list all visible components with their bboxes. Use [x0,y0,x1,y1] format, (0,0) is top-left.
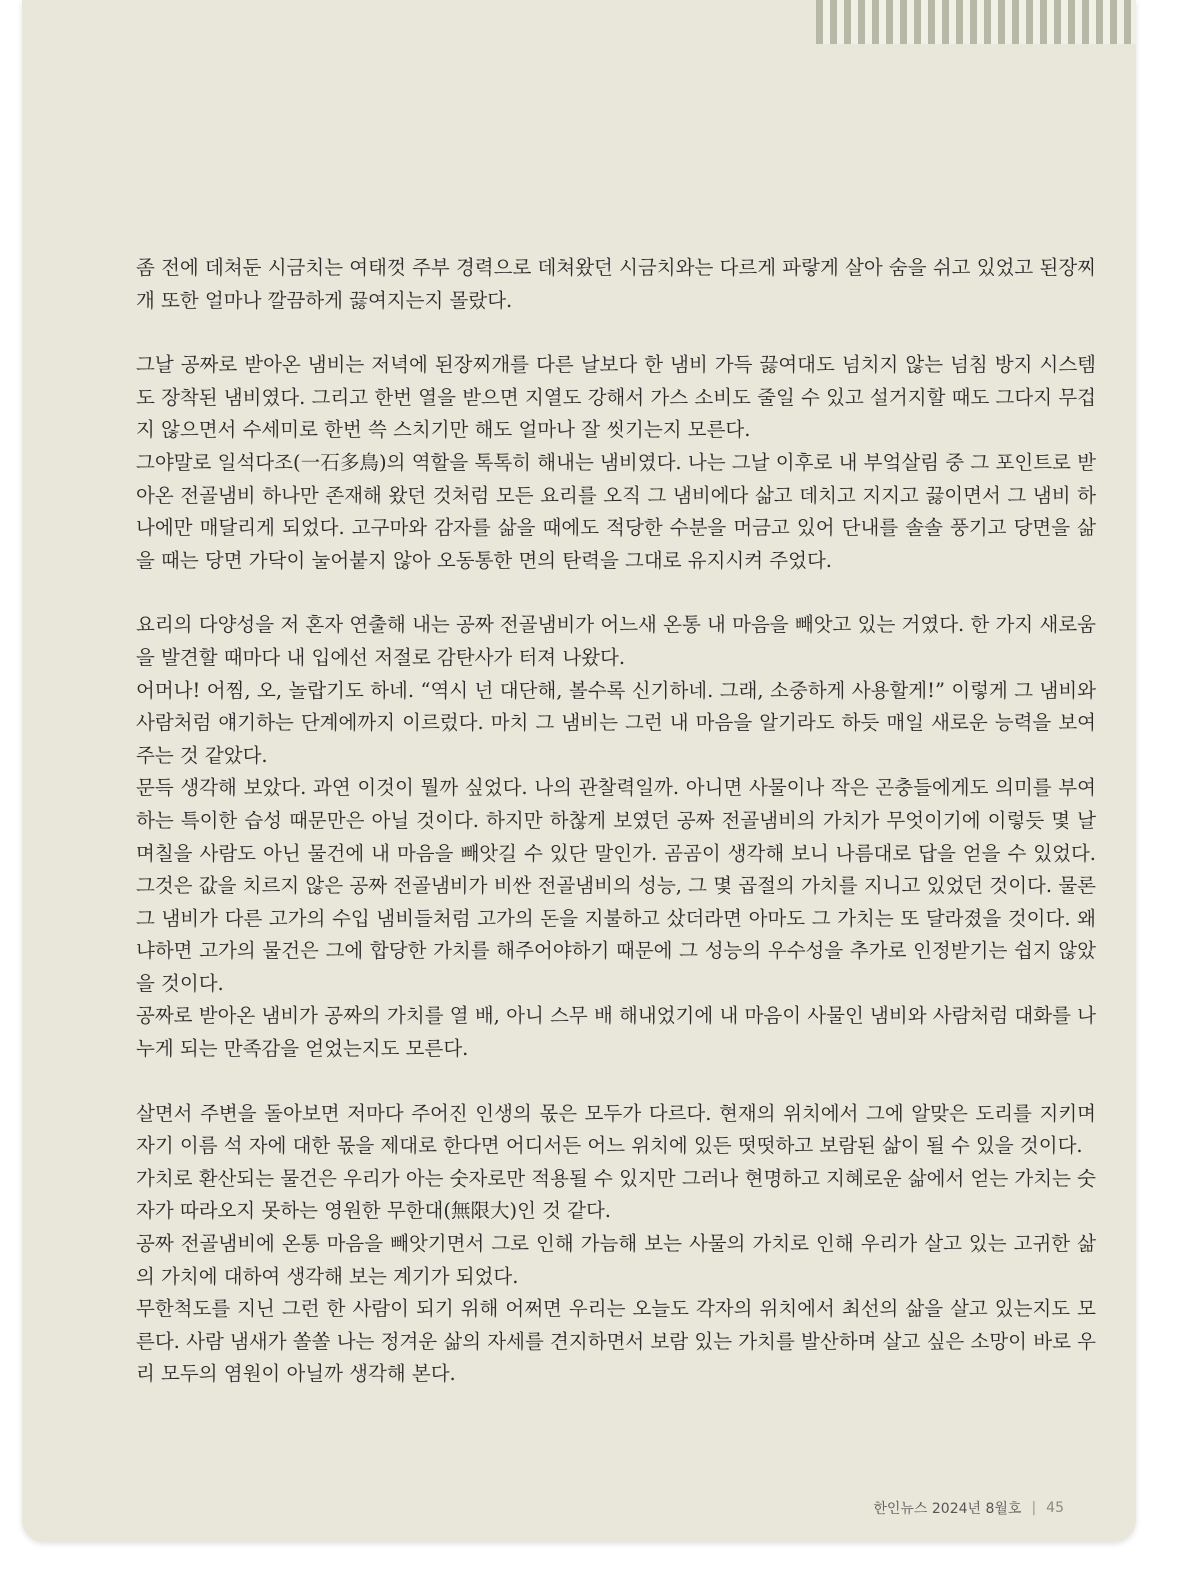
decorative-stripe-band [816,0,1136,44]
paragraph: 살면서 주변을 돌아보면 저마다 주어진 인생의 몫은 모두가 다르다. 현재의 위치에서 그에 알맞은 도리를 지키며 자기 이름 석 자에 대한 몫을 제대로 한다면 어디서든 어느 위치에 있든 떳떳하고 보람된 삶이 될 수 있을 것이다. [136,1101,1096,1158]
paragraph: 그야말로 일석다조(一石多鳥)의 역할을 톡톡히 해내는 냄비였다. 나는 그날 이후로 내 부엌살림 중 그 포인트로 받아온 전골냄비 하나만 존재해 왔던 것처럼 모든 요리를 오직 그 냄비에다 삶고 데치고 지지고 끓이면서 그 냄비 하나에만 매달리게 되었다. 고구마와 감자를 삶을 때에도 적당한 수분을 머금고 있어 단내를 솔솔 풍기고 당면을 삶을 때는 당면 가닥이 눌어붙지 않아 오동통한 면의 탄력을 그대로 유지시켜 주었다. [136,450,1096,572]
page-footer [873,1498,1064,1518]
publication-name: 한인뉴스 2024년 8월호 [873,1501,1022,1517]
paragraph: 좀 전에 데쳐둔 시금치는 여태껏 주부 경력으로 데쳐왔던 시금치와는 다르게 파랗게 살아 숨을 쉬고 있었고 된장찌개 또한 얼마나 깔끔하게 끓여지는지 몰랐다. [136,256,1096,312]
paragraph: 어머나! 어찜, 오, 놀랍기도 하네. “역시 넌 대단해, 볼수록 신기하네. 그래, 소중하게 사용할게!” 이렇게 그 냄비와 사람처럼 얘기하는 단계에까지 이르렀다. 마치 그 냄비는 그런 내 마음을 알기라도 하듯 매일 새로운 능력을 보여 주는 것 같았다. [136,678,1096,767]
paragraph: 무한척도를 지닌 그런 한 사람이 되기 위해 어쩌면 우리는 오늘도 각자의 위치에서 최선의 삶을 살고 있는지도 모른다. 사람 냄새가 쏠쏠 나는 정겨운 삶의 자세를 견지하면서 보람 있는 가치를 발산하며 살고 싶은 소망이 바로 우리 모두의 염원이 아닐까 생각해 본다. [136,1297,1096,1386]
paragraph: 공짜로 받아온 냄비가 공짜의 가치를 열 배, 아니 스무 배 해내었기에 내 마음이 사물인 냄비와 사람처럼 대화를 나누게 되는 만족감을 얻었는지도 모른다. [136,1004,1096,1061]
paragraph: 가치로 환산되는 물건은 우리가 아는 숫자로만 적용될 수 있지만 그러나 현명하고 지혜로운 삶에서 얻는 가치는 숫자가 따라오지 못하는 영원한 무한대(無限大)인 것 같다. [136,1166,1096,1223]
magazine-page [22,0,1136,1542]
footer-separator: | [1031,1500,1037,1516]
article-body [136,252,1096,1391]
paragraph: 공짜 전골냄비에 온통 마음을 빼앗기면서 그로 인해 가늠해 보는 사물의 가치로 인해 우리가 살고 있는 고귀한 삶의 가치에 대하여 생각해 보는 계기가 되었다. [136,1232,1096,1288]
paragraph: 그날 공짜로 받아온 냄비는 저녁에 된장찌개를 다른 날보다 한 냄비 가득 끓여대도 넘치지 않는 넘침 방지 시스템도 장착된 냄비였다. 그리고 한번 열을 받으면 지열도 강해서 가스 소비도 줄일 수 있고 설거지할 때도 그다지 무겁지 않으면서 수세미로 한번 쓱 스치기만 해도 얼마나 잘 씻기는지 모른다. [136,353,1096,442]
paragraph: 요리의 다양성을 저 혼자 연출해 내는 공짜 전골냄비가 어느새 온통 내 마음을 빼앗고 있는 거였다. 한 가지 새로움을 발견할 때마다 내 입에선 저절로 감탄사가 터져 나왔다. [136,613,1096,669]
paragraph: 문득 생각해 보았다. 과연 이것이 뭘까 싶었다. 나의 관찰력일까. 아니면 사물이나 작은 곤충들에게도 의미를 부여하는 특이한 습성 때문만은 아닐 것이다. 하지만 하찮게 보였던 공짜 전골냄비의 가치가 무엇이기에 이렇듯 몇 날 며칠을 사람도 아닌 물건에 내 마음을 빼앗길 수 있단 말인가. 곰곰이 생각해 보니 나름대로 답을 얻을 수 있었다. 그것은 값을 치르지 않은 공짜 전골냄비가 비싼 전골냄비의 성능, 그 몇 곱절의 가치를 지니고 있었던 것이다. 물론 그 냄비가 다른 고가의 수입 냄비들처럼 고가의 돈을 지불하고 샀더라면 아마도 그 가치는 또 달라졌을 것이다. 왜냐하면 고가의 물건은 그에 합당한 가치를 해주어야하기 때문에 그 성능의 우수성을 추가로 인정받기는 쉽지 않았을 것이다. [136,776,1096,995]
page-number: 45 [1046,1500,1064,1516]
